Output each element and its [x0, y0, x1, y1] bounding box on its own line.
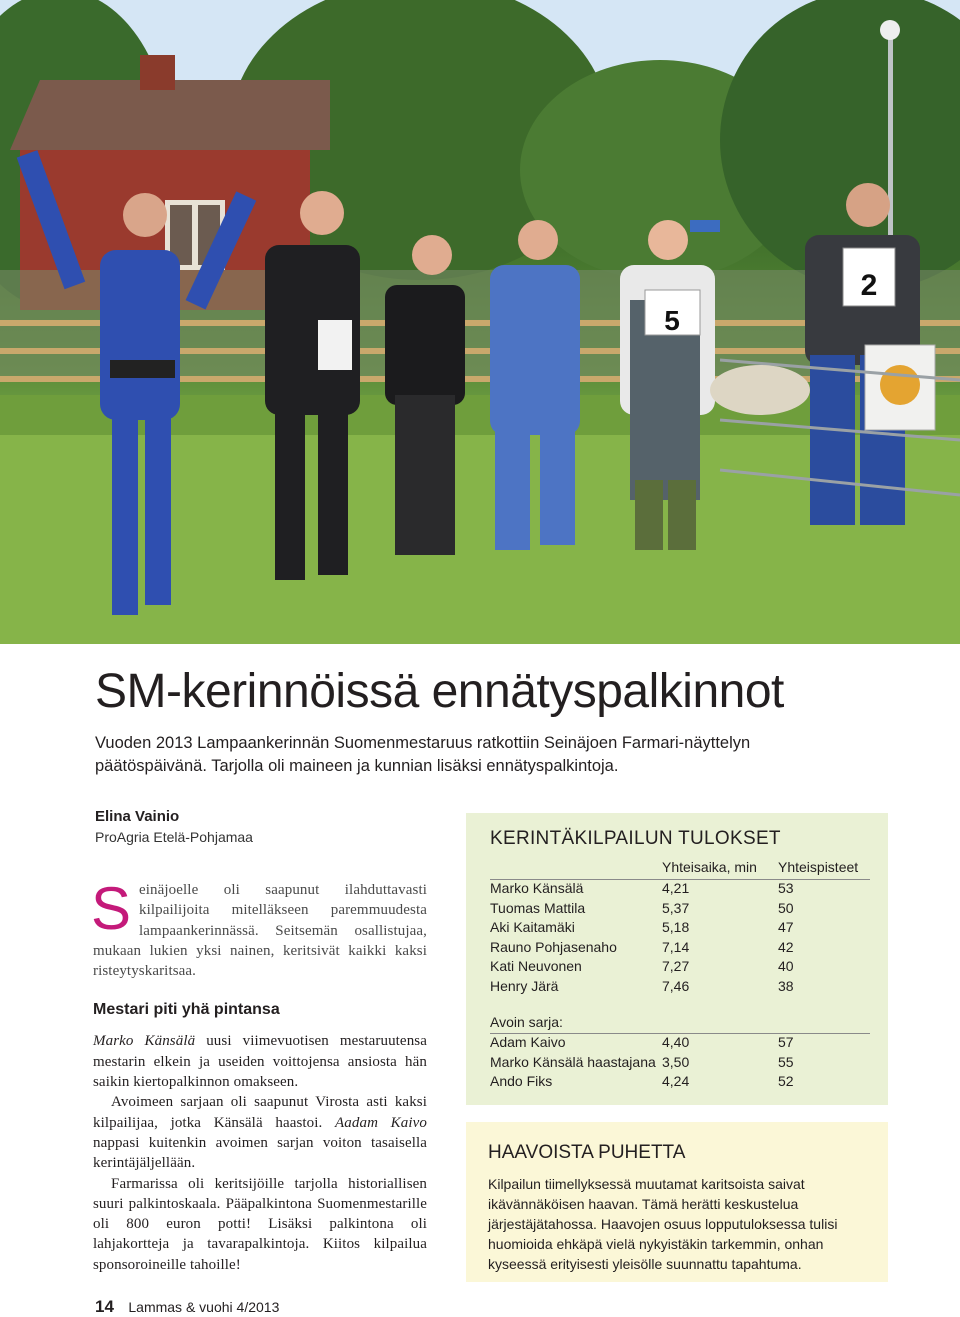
competitor-points: 52: [778, 1073, 794, 1089]
result-row: [490, 880, 870, 900]
cover-photo: [0, 0, 960, 644]
paragraph-text: uusi viimevuotisen mestaruutensa mestarin elkein ja useiden voittojensa ansiosta hän saikin kiertopalkinnon omakseen.: [93, 1033, 427, 1091]
result-row: [490, 1073, 870, 1093]
body-paragraph-3: Farmarissa oli keritsijöille tarjolla historiallisen suuri palkintoskaala. Pääpalkintona Suomenmestarille oli 800 euron potti! Lisäksi palkintona oli lahjakortteja ja tavarapalkintoja. Kiitos kilpailua sponsoroineille tahoille!: [93, 1175, 427, 1273]
competitor-name: Kati Neuvonen: [490, 958, 582, 974]
competitor-points: 53: [778, 880, 794, 896]
competitor-points: 42: [778, 938, 794, 955]
col-time-header: Yhteisaika, min: [662, 859, 757, 875]
note-box: [466, 1122, 888, 1282]
author-name: Elina Vainio: [95, 808, 180, 825]
page-footer: [95, 1297, 279, 1317]
note-title: HAAVOISTA PUHETTA: [488, 1142, 686, 1163]
competitor-name: Adam Kaivo: [490, 1034, 566, 1050]
competitor-points: 40: [778, 958, 794, 974]
result-row: [490, 958, 870, 978]
competitor-name: Tuomas Mattila: [490, 899, 586, 916]
competitor-name: Marko Känsälä: [490, 880, 584, 896]
competitor-time: 7,27: [662, 958, 690, 974]
competitor-time: 3,50: [662, 1053, 690, 1070]
byline: [95, 807, 253, 847]
result-row: [490, 1054, 870, 1074]
competitor-points: 55: [778, 1053, 794, 1070]
person-name: Aadam Kaivo: [335, 1114, 427, 1131]
intro-paragraph: einäjoelle oli saapunut ilahduttavasti kilpailijoita mitelläkseen paremmuudesta lampaankerinnässä. Seitsemän osallistujaa, mukaan lukien yksi nainen, keritsivät kaikki kaksi risteytyskaritsaa.: [93, 882, 427, 980]
bib-2: 2: [860, 269, 878, 302]
headline: SM-kerinnöissä ennätyspalkinnot: [95, 665, 784, 718]
results-title: KERINTÄKILPAILUN TULOKSET: [490, 828, 781, 849]
competitor-time: 7,46: [662, 977, 690, 994]
competitors-photo: [0, 0, 960, 644]
competitor-points: 57: [778, 1034, 794, 1050]
result-row: [490, 900, 870, 920]
competitor-name: Henry Järä: [490, 977, 559, 994]
competitor-name: Aki Kaitamäki: [490, 919, 575, 935]
competitor-name: Marko Känsälä haastajana: [490, 1053, 656, 1070]
result-row: [490, 939, 870, 959]
competitor-points: 38: [778, 977, 794, 994]
results-box: [466, 813, 888, 1105]
subheading: Mestari piti yhä pintansa: [93, 1001, 280, 1019]
lead-paragraph: Vuoden 2013 Lampaankerinnän Suomenmestaruus ratkottiin Seinäjoen Farmari-näyttelyn päätöspäivänä. Tarjolla oli maineen ja kunnian lisäksi ennätyspalkintoja.: [95, 734, 751, 775]
col-points-header: Yhteispisteet: [778, 859, 859, 875]
magazine-issue: Lammas & vuohi 4/2013: [128, 1299, 280, 1315]
competitor-time: 4,40: [662, 1034, 690, 1050]
result-row: [490, 919, 870, 939]
result-row: [490, 1034, 870, 1054]
competitor-name: Ando Fiks: [490, 1073, 553, 1089]
author-org: ProAgria Etelä-Pohjamaa: [95, 829, 253, 845]
competitor-time: 5,18: [662, 919, 690, 935]
person-name: Marko Känsälä: [93, 1033, 196, 1050]
paragraph-text: nappasi kuitenkin avoimen sarjan voiton tasaisella kerintäjäljellään.: [93, 1134, 427, 1172]
competitor-points: 50: [778, 899, 794, 916]
intro-block: [91, 875, 427, 981]
competitor-time: 5,37: [662, 899, 690, 916]
bib-5: 5: [664, 305, 680, 336]
competitor-time: 4,24: [662, 1073, 690, 1089]
body-paragraph-2: [93, 1092, 427, 1173]
competitor-name: Rauno Pohjasenaho: [490, 938, 617, 955]
body-column: [91, 875, 427, 1275]
page-number: 14: [95, 1297, 114, 1316]
competitor-time: 4,21: [662, 880, 690, 896]
body-paragraph-1: [93, 1031, 427, 1092]
competitor-points: 47: [778, 919, 794, 935]
result-row: [490, 978, 870, 998]
paragraph-text: Avoimeen sarjaan oli saapunut Virosta asti kaksi kilpailijaa, jotka Känsälä haastoi.: [93, 1094, 427, 1131]
note-text: Kilpailun tiimellyksessä muutamat karitsoista saivat ikävännäköisen haavan. Tämä herätti keskustelua järjestäjätahossa. Haavojen osuus lopputuloksessa tulisi huomioida ehkäpä vielä nykyistäkin tarkemmin, onhan kyseessä erityisesti yleisölle suunnattu tapahtuma.: [488, 1176, 838, 1272]
results-header: [490, 859, 870, 880]
competitor-time: 7,14: [662, 938, 690, 955]
open-series-label: Avoin sarja:: [490, 1014, 870, 1034]
drop-cap: S: [91, 875, 132, 942]
